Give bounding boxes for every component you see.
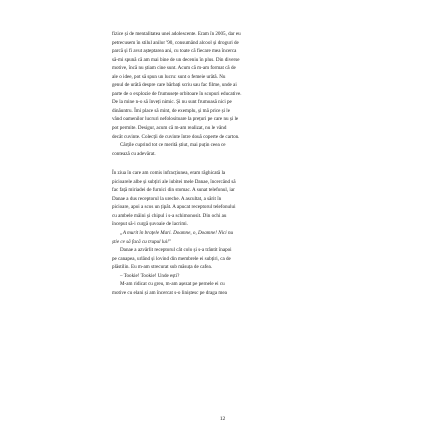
text-line: început să-i curgă șuvoaie de lacrimi.	[112, 221, 189, 228]
text-line: picioare, apoi a scos un țipăt. A apucat receptorul telefonului	[112, 204, 236, 211]
text-line: dinăuntru. Îmi place să mint, de exemplu, și mă price și le	[112, 107, 230, 114]
dialogue-line: – Tookie! Tookie! Unde ești?	[120, 272, 180, 279]
text-line: decât cuvinte. Colecții de cuvinte între două coperte de carton.	[112, 133, 240, 140]
text-line: pe canapea, urlând și lovind din membrele ei subțiri, ca de	[112, 255, 231, 262]
text-line: motive cu elani și am încercat s-o liniștesc pe draga mea	[112, 289, 227, 296]
body-text	[112, 30, 333, 297]
text-line: parte de o explozie de frumusețe orbitoare în scopuri educative.	[112, 90, 242, 97]
page-number: 12	[219, 416, 226, 422]
dialogue-line: știe ce să facă cu trupul lui!"	[112, 238, 172, 245]
text-line: picioarele albe și subțiri ale iubitei mele Danae, încercând să	[112, 178, 236, 185]
text-line: petrecusem în stilul anilor '90, consumând alcool și droguri de	[112, 39, 239, 46]
text-line: pot permite. Desigur, acum că m-am realizat, nu le vând	[112, 125, 227, 132]
text-line: Cărțile cuprind tot ce merită știut, mai puțin ceea ce	[120, 142, 226, 149]
text-line: M-am ridicat cu greu, m-am așezat pe pernele ei cu	[120, 281, 225, 288]
text-line: genul de urâtă despre care bărbați scriu sau fac filme, unde ai	[112, 82, 237, 89]
text-line: cu ambele mâini și chipul i s-a schimonosit. Din ochi au	[112, 212, 227, 219]
text-line: fac față miriadei de furnici din stomac. A sunat telefonul, iar	[112, 187, 235, 194]
text-line: Danae a azvârlit receptorul cât colo și s-a trântit înapoi	[120, 247, 232, 254]
section-break	[112, 158, 333, 169]
text-line: parcă și fi avut așteptarea ani, cu toate că fiecare mea încerca	[112, 48, 237, 55]
text-line: fizice și de mentalitatea unei adolescente. Eram în 2005, dar eu	[112, 31, 241, 37]
text-line: plăstilin. Eu m-am strecurat sub măsuța de cafea.	[112, 264, 212, 271]
text-line: motive, încă nu știam cine sunt. Acum că m-am format că de	[112, 65, 236, 72]
text-line: Danae a dus receptorul la ureche. A ascultat, a sărit în	[112, 195, 222, 202]
text-line: În ziua în care am comis infracțiunea, eram răghicată la	[112, 170, 226, 177]
text-line: De la mine n-o să înveți nimic. Și nu sunt frumoasă nici pe	[112, 99, 232, 106]
text-line: să-mi spună că am mai bine de un deceniu în plus. Din diverse	[112, 56, 240, 63]
text-line: contează cu adevărat.	[112, 150, 156, 157]
text-line: ale o idee, pot să spun un lucru: sunt o femeie urâtă. Nu	[112, 73, 226, 80]
dialogue-line: „A murit în brațele Mari. Doamne, o, Doamne! Nici nu	[120, 230, 234, 237]
text-line: vând oamenilor lucruri nefolositoare la prețuri pe care nu și le	[112, 116, 239, 123]
